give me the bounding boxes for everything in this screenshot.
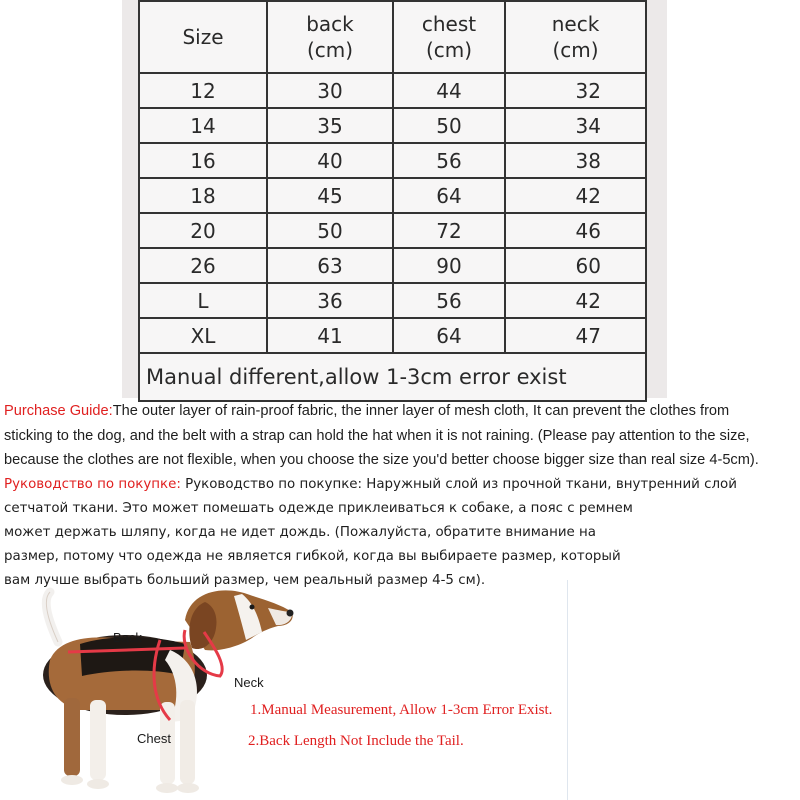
cell-neck: 42: [505, 283, 646, 318]
cell-size: 18: [139, 178, 267, 213]
cell-chest: 72: [393, 213, 505, 248]
cell-chest: 56: [393, 283, 505, 318]
cell-chest: 64: [393, 318, 505, 353]
cell-back: 41: [267, 318, 393, 353]
cell-size: L: [139, 283, 267, 318]
divider-line: [567, 580, 568, 800]
header-size-label: Size: [182, 25, 224, 49]
cell-back: 35: [267, 108, 393, 143]
guide-line-1: [4, 399, 794, 424]
size-table: [138, 0, 647, 402]
dog-illustration: [20, 580, 310, 800]
cell-neck: 32: [505, 73, 646, 108]
label-back: Back: [113, 630, 142, 645]
table-row: [139, 108, 646, 143]
guide-text-1: The outer layer of rain-proof fabric, the inner layer of mesh cloth, It can prevent the clothes from: [112, 403, 730, 419]
cell-neck: 34: [505, 108, 646, 143]
cell-chest: 56: [393, 143, 505, 178]
header-neck-unit: (cm): [552, 38, 599, 62]
cell-neck: 38: [505, 143, 646, 178]
header-back-unit: (cm): [306, 38, 354, 62]
header-neck-label: neck: [551, 12, 600, 36]
measurement-diagram: [0, 580, 800, 800]
note-back-length: 2.Back Length Not Include the Tail.: [248, 733, 464, 749]
header-back: [267, 1, 393, 73]
table-row: [139, 178, 646, 213]
table-row: [139, 143, 646, 178]
guide-ru-line-2: сетчатой ткани. Это может помешать одежде приклеиваться к собаке, а пояс с ремнем: [4, 500, 633, 516]
table-note-row: [139, 353, 646, 401]
note-manual-measurement: 1.Manual Measurement, Allow 1-3cm Error Exist.: [250, 702, 553, 718]
cell-neck: 47: [505, 318, 646, 353]
cell-back: 45: [267, 178, 393, 213]
table-row: [139, 318, 646, 353]
cell-chest: 44: [393, 73, 505, 108]
cell-size: 16: [139, 143, 267, 178]
cell-neck: 46: [505, 213, 646, 248]
table-row: [139, 73, 646, 108]
purchase-guide: [4, 399, 794, 593]
cell-chest: 50: [393, 108, 505, 143]
cell-chest: 64: [393, 178, 505, 213]
guide-ru-line-5: вам лучше выбрать больший размер, чем реальный размер 4-5 см).: [4, 572, 486, 588]
label-chest: Chest: [137, 731, 171, 746]
guide-ru-line-4: размер, потому что одежда не является гибкой, когда вы выбираете размер, который: [4, 548, 621, 564]
cell-back: 50: [267, 213, 393, 248]
cell-back: 30: [267, 73, 393, 108]
guide-russian: [4, 473, 794, 593]
header-size: [139, 1, 267, 73]
guide-line-3: because the clothes are not flexible, when you choose the size you'd better choose bigger size than real size 4-5cm).: [4, 452, 759, 468]
cell-neck: 42: [505, 178, 646, 213]
table-row: [139, 248, 646, 283]
header-neck: [505, 1, 646, 73]
cell-size: XL: [139, 318, 267, 353]
table-header-row: [139, 1, 646, 73]
table-note: Manual different,allow 1-3cm error exist: [139, 353, 646, 401]
header-back-label: back: [306, 12, 354, 36]
guide-ru-line-1: [4, 473, 794, 497]
guide-ru-text-1: Руководство по покупке: Наружный слой из прочной ткани, внутренний слой: [180, 476, 737, 492]
guide-label: Purchase Guide:: [4, 403, 113, 419]
guide-ru-line-3: может держать шляпу, когда не идет дождь. (Пожалуйста, обратите внимание на: [4, 524, 596, 540]
cell-size: 12: [139, 73, 267, 108]
table-row: [139, 213, 646, 248]
cell-back: 36: [267, 283, 393, 318]
header-chest: [393, 1, 505, 73]
cell-chest: 90: [393, 248, 505, 283]
guide-ru-label: Руководство по покупке:: [4, 476, 181, 492]
cell-size: 14: [139, 108, 267, 143]
table-row: [139, 283, 646, 318]
cell-size: 20: [139, 213, 267, 248]
cell-back: 63: [267, 248, 393, 283]
header-chest-unit: (cm): [425, 38, 473, 62]
label-neck: Neck: [234, 675, 264, 690]
header-chest-label: chest: [421, 12, 477, 36]
cell-size: 26: [139, 248, 267, 283]
cell-neck: 60: [505, 248, 646, 283]
guide-line-2: sticking to the dog, and the belt with a strap can hold the hat when it is not raining. (Please pay attention to the size,: [4, 427, 750, 444]
cell-back: 40: [267, 143, 393, 178]
size-chart-panel: [122, 0, 667, 398]
